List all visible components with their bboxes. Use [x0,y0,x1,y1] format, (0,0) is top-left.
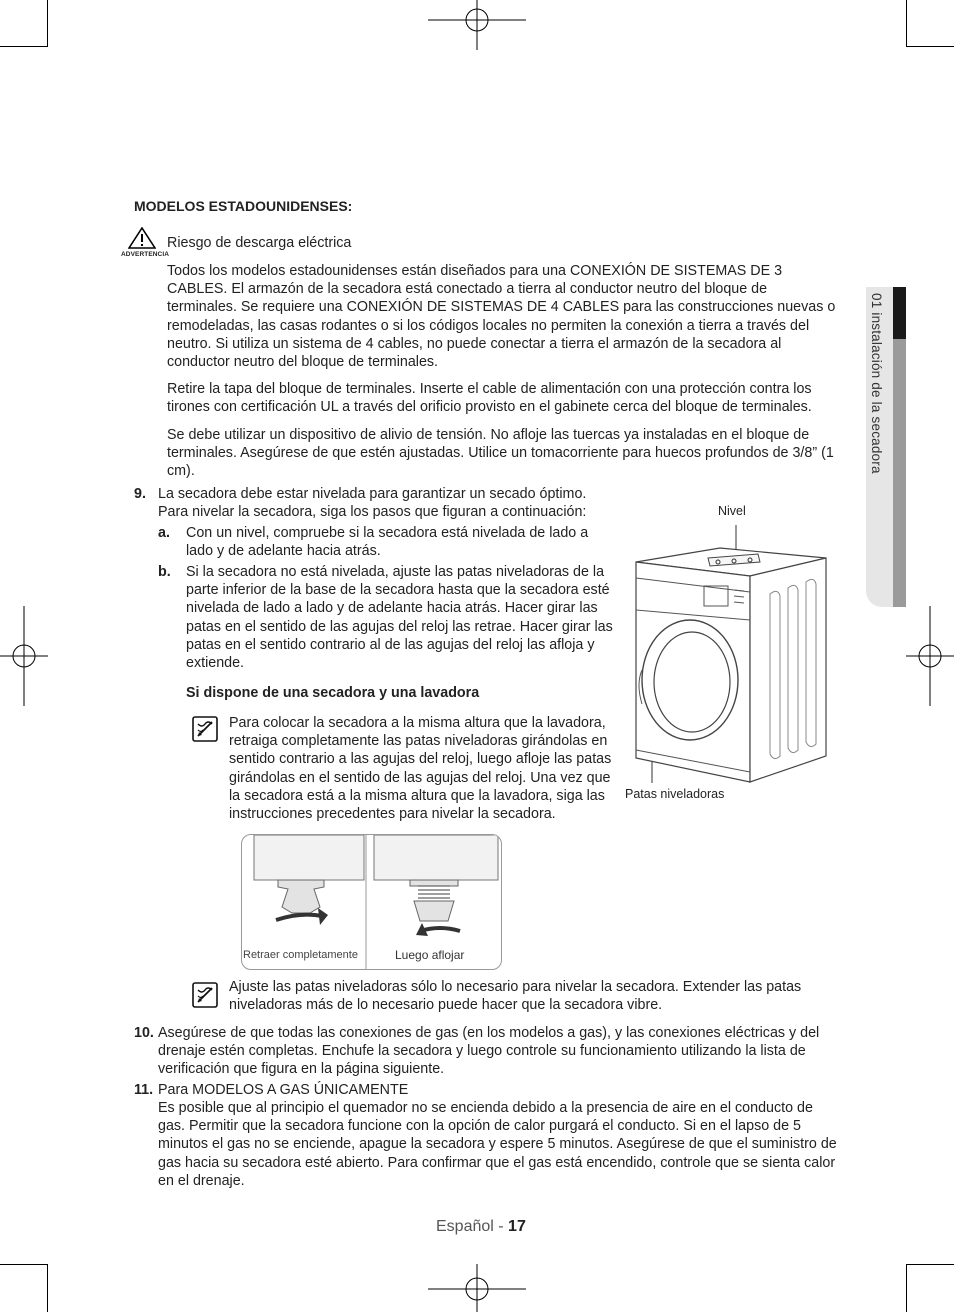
dryer-illustration [620,520,835,790]
step-10-text: Asegúrese de que todas las conexiones de gas (en los modelos a gas), y las conexiones eléctricas y del drenaje estén completas. Enchufe la secadora y luego controle su funcionamiento utilizando la lista de verificación que figura en la página siguiente. [158,1025,820,1078]
crop-mark [0,46,48,47]
crop-mark [906,1264,907,1312]
step-11-title: Para MODELOS A GAS ÚNICAMENTE [158,1082,409,1098]
step-10-number: 10. [134,1025,154,1041]
footer-language: Español - [436,1218,509,1235]
crop-mark [906,46,954,47]
step-9a-label: a. [158,525,170,541]
warning-paragraph-3: Se debe utilizar un dispositivo de alivio de tensión. No afloje las tuercas ya instaladas en el bloque de terminales. Asegúrese de que estén ajustadas. Utilice un tomacorriente para huecos profundos de 3/8” (1 cm). [167,427,834,480]
warning-icon [128,227,156,249]
dryer-figure-label-top: Nivel [718,504,746,518]
registration-mark [428,0,526,50]
side-tab-label: 01 instalación de la secadora [869,293,884,474]
step-9b-text: Si la secadora no está nivelada, ajuste las patas niveladoras de la parte inferior de la base de la secadora hasta que la secadora esté nivelada de lado a lado y de adelante hacia atrás. Hacer girar las patas en el sentido de las agujas del reloj las retrae. Hacer girar las patas en el sentido contrario al de las agujas del reloj las afloja y extiende. [186,564,613,672]
registration-mark [0,606,48,706]
step-9a-text: Con un nivel, compruebe si la secadora está nivelada de lado a lado y de adelante hacia atrás. [186,525,589,560]
page-footer [436,1218,526,1236]
crop-mark [906,0,907,46]
crop-mark [47,1264,48,1312]
step-9-number: 9. [134,486,146,502]
fig-right-caption: Luego aflojar [395,948,465,962]
step-9b-label: b. [158,564,171,580]
warning-title: Riesgo de descarga eléctrica [167,235,352,251]
note-icon [192,982,218,1008]
side-tab-label-wrap [866,287,893,607]
step-9-subheading: Si dispone de una secadora y una lavadora [186,685,480,701]
fig-left-caption: Retraer completamente [243,949,358,961]
dryer-figure-label-bottom: Patas niveladoras [625,787,725,801]
crop-mark [0,1264,48,1265]
step-11-number: 11. [134,1082,154,1098]
warning-icon-label: ADVERTENCIA [121,251,170,258]
note-1-text: Para colocar la secadora a la misma altura que la lavadora, retraiga completamente las patas niveladoras girándolas en sentido contrario a las agujas del reloj, luego afloje las patas girándolas en el sentido de las agujas del reloj. Una vez que la secadora está a la misma altura que la lavadora, siga las instrucciones precedentes para nivelar la secadora. [229,715,612,823]
section-heading: MODELOS ESTADOUNIDENSES: [134,198,353,214]
step-11-text: Es posible que al principio el quemador no se encienda debido a la presencia de aire en el conducto de gas. Permitir que la secadora funcione con la opción de calor purgará el conducto. Si en el lapso de 5 minutos el gas no se enciende, apague la secadora y espere 5 minutos. Asegúrese de que el suministro de gas hacia su secadora esté abierto. Para confirmar que el gas está encendido, controle que se sienta calor en el drenaje. [158,1100,837,1189]
note-icon [192,716,218,742]
note-2-text: Ajuste las patas niveladoras sólo lo necesario para nivelar la secadora. Extender las patas niveladoras más de lo necesario puede hacer que la secadora vibre. [229,979,802,1014]
warning-paragraph-2: Retire la tapa del bloque de terminales. Inserte el cable de alimentación con una protección contra los tirones con certificación UL a través del orificio provisto en el gabinete cerca del bloque de terminales. [167,381,812,416]
crop-mark [906,1264,954,1265]
page-number: 17 [508,1218,526,1235]
step-9-text: La secadora debe estar nivelada para garantizar un secado óptimo. Para nivelar la secadora, siga los pasos que figuran a continuación: [158,486,587,521]
crop-mark [47,0,48,46]
registration-mark [906,606,954,706]
registration-mark [428,1264,526,1312]
warning-paragraph-1: Todos los modelos estadounidenses están diseñados para una CONEXIÓN DE SISTEMAS DE 3 CABLES. El armazón de la secadora está conectado a tierra al conductor neutro del bloque de terminales. Se requiere una CONEXIÓN DE SISTEMAS DE 4 CABLES para las construcciones nuevas o remodeladas, las casas rodantes o si los códigos locales no permiten la conexión a tierra a través del neutro. Si utiliza un sistema de 4 cables, no puede conectar a tierra el armazón de la secadora al conductor neutro del bloque de terminales. [167,263,836,371]
